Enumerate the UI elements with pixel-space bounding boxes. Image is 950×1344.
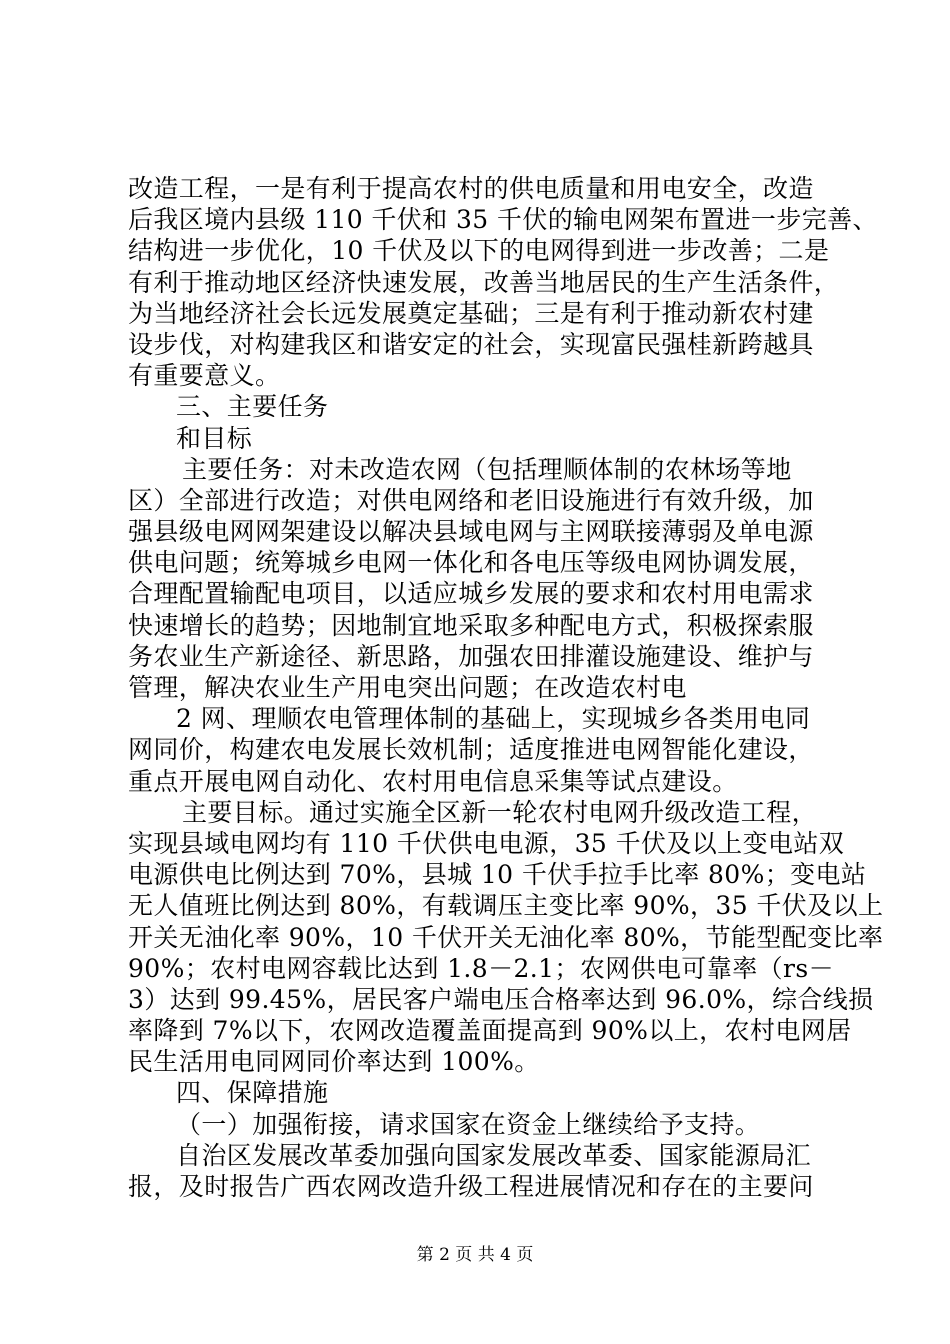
text-line: 报，及时报告广西农网改造升级工程进展情况和存在的主要问 xyxy=(128,1172,814,1201)
section-heading: 四、保障措施 xyxy=(176,1078,329,1108)
text-line: 后我区境内县级 110 千伏和 35 千伏的输电网架布置进一步完善、 xyxy=(128,205,878,235)
section-heading: 三、主要任务 xyxy=(176,392,329,422)
text-line: 强县级电网网架建设以解决县域电网与主网联接薄弱及单电源 xyxy=(128,517,814,547)
text-line: 自治区发展改革委加强向国家发展改革委、国家能源局汇 xyxy=(176,1140,812,1170)
text-line: 管理，解决农业生产用电突出问题；在改造农村电 xyxy=(128,673,687,702)
text-line: 网同价，构建农电发展长效机制；适度推进电网智能化建设， xyxy=(128,735,814,765)
text-line: 设步伐，对构建我区和谐安定的社会，实现富民强桂新跨越具 xyxy=(128,329,814,359)
text-line: 为当地经济社会长远发展奠定基础；三是有利于推动新农村建 xyxy=(128,298,814,328)
text-line: 主要任务：对未改造农网（包括理顺体制的农林场等地 xyxy=(182,454,792,484)
subsection-heading: （一）加强衔接，请求国家在资金上继续给予支持。 xyxy=(176,1109,761,1139)
text-line: 供电问题；统筹城乡电网一体化和各电压等级电网协调发展， xyxy=(128,548,814,578)
text-line: 开关无油化率 90%，10 千伏开关无油化率 80%，节能型配变比率 xyxy=(128,922,884,952)
text-line: 快速增长的趋势；因地制宜地采取多种配电方式，积极探索服 xyxy=(128,610,814,640)
document-body xyxy=(128,173,884,1202)
text-line: 务农业生产新途径、新思路，加强农田排灌设施建设、维护与 xyxy=(128,641,814,671)
text-line: 实现县域电网均有 110 千伏供电电源，35 千伏及以上变电站双 xyxy=(128,828,845,858)
text-line: 2 网、理顺农电管理体制的基础上，实现城乡各类用电同 xyxy=(176,704,811,734)
text-line: 重点开展电网自动化、农村用电信息采集等试点建设。 xyxy=(128,766,738,796)
text-line: 结构进一步优化，10 千伏及以下的电网得到进一步改善；二是 xyxy=(128,236,830,266)
text-line: 主要目标。通过实施全区新一轮农村电网升级改造工程， xyxy=(182,797,818,827)
text-line: 无人值班比例达到 80%，有载调压主变比率 90%，35 千伏及以上 xyxy=(128,891,884,921)
text-line: 改造工程，一是有利于提高农村的供电质量和用电安全，改造 xyxy=(128,174,814,203)
text-line: 3）达到 99.45%，居民客户端电压合格率达到 96.0%，综合线损 xyxy=(128,984,874,1014)
text-line: 民生活用电同网同价率达到 100%。 xyxy=(128,1047,540,1077)
text-line: 区）全部进行改造；对供电网络和老旧设施进行有效升级，加 xyxy=(128,485,814,515)
text-line: 电源供电比例达到 70%，县城 10 千伏手拉手比率 80%；变电站 xyxy=(128,860,867,890)
text-line: 有利于推动地区经济快速发展，改善当地居民的生产生活条件， xyxy=(128,267,840,297)
page-number-footer: 第 2 页 共 4 页 xyxy=(416,1245,534,1265)
text-line: 率降到 7%以下，农网改造覆盖面提高到 90%以上，农村电网居 xyxy=(128,1016,852,1046)
section-heading-continued: 和目标 xyxy=(176,423,253,453)
text-line: 合理配置输配电项目，以适应城乡发展的要求和农村用电需求 xyxy=(128,579,814,609)
text-line: 90%；农村电网容载比达到 1.8－2.1；农网供电可靠率（rs－ xyxy=(128,953,835,983)
text-line: 有重要意义。 xyxy=(128,361,281,391)
